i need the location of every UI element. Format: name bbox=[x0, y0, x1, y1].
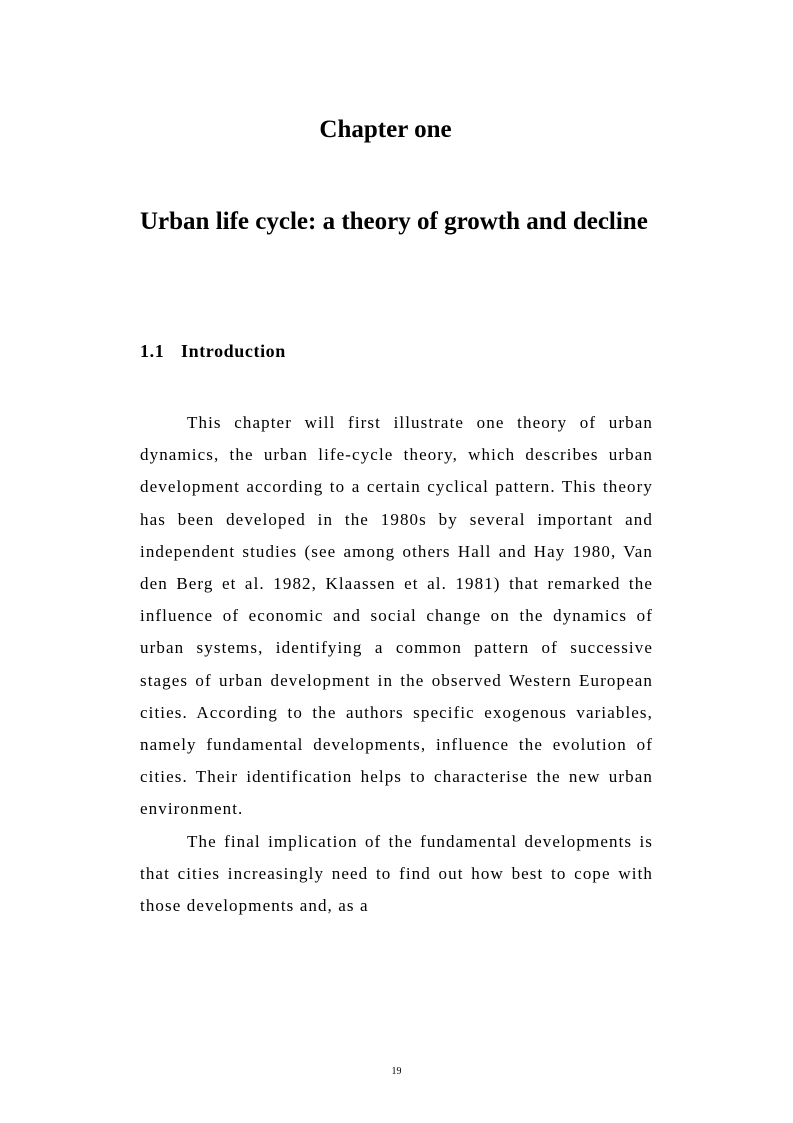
body-text bbox=[140, 407, 653, 922]
chapter-title: Urban life cycle: a theory of growth and decline bbox=[140, 208, 648, 235]
page-number: 19 bbox=[391, 1066, 402, 1077]
paragraph-2: The final implication of the fundamental developments is that cities increasingly need to find out how best to cope with those developments and, as a bbox=[140, 831, 653, 916]
paragraph-1: This chapter will first illustrate one theory of urban dynamics, the urban life-cycle theory, which describes urban development according to a certain cyclical pattern. This theory has been developed in the 1980s by several important and independent studies (see among others Hall and Hay 1980, Van den Berg et al. 1982, Klaassen et al. 1981) that remarked the influence of economic and social change on the dynamics of urban systems, identifying a common pattern of successive stages of urban development in the observed Western European cities. According to the authors specific exogenous variables, namely fundamental developments, influence the evolution of cities. Their identification helps to characterise the new urban environment. bbox=[140, 413, 653, 819]
chapter-heading: Chapter one bbox=[319, 116, 452, 143]
section-number: 1.1 bbox=[140, 341, 165, 361]
section-title: Introduction bbox=[181, 341, 286, 361]
section-heading bbox=[140, 338, 286, 364]
